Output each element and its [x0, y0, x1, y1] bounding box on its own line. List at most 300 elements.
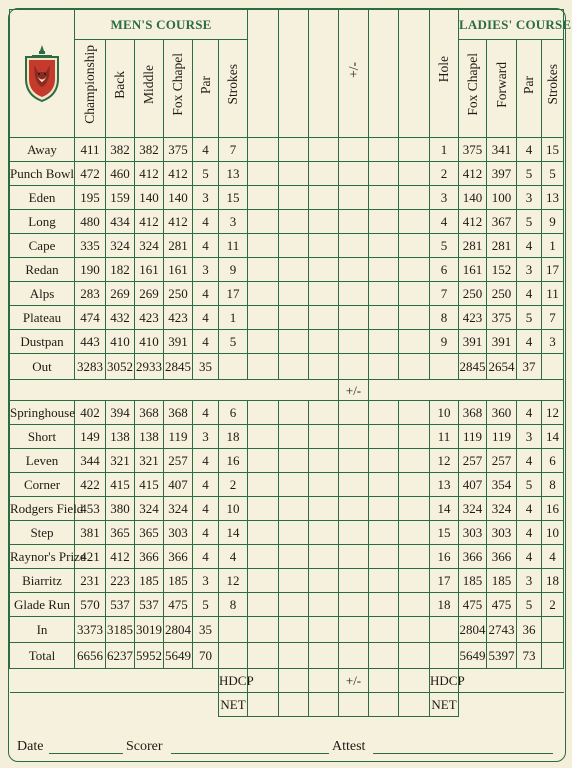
score-entry-cell[interactable] — [309, 669, 339, 693]
score-entry-cell[interactable] — [369, 545, 399, 569]
back-yards: 410 — [106, 330, 135, 354]
hole-number: 11 — [430, 425, 459, 449]
score-entry-cell[interactable] — [309, 354, 339, 380]
ladies-forward-yards: 360 — [487, 401, 517, 425]
score-entry-cell[interactable] — [309, 497, 339, 521]
middle-yards: 269 — [135, 282, 164, 306]
hole-row — [10, 186, 564, 210]
back-header — [106, 40, 135, 138]
fox-chapel-total: 2845 — [164, 354, 193, 380]
score-entry-cell[interactable] — [309, 643, 339, 669]
score-entry-cell[interactable] — [309, 138, 339, 162]
ladies-stroke-index: 15 — [542, 138, 564, 162]
score-entry-cell[interactable] — [339, 497, 369, 521]
score-entry-cell[interactable] — [399, 186, 430, 210]
score-entry-cell[interactable] — [399, 643, 430, 669]
out-label: Out — [10, 354, 75, 380]
hole-name: Step — [10, 521, 75, 545]
score-entry-cell[interactable] — [399, 138, 430, 162]
ladies-fox-chapel-header — [459, 40, 487, 138]
back-yards: 321 — [106, 449, 135, 473]
fox-chapel-yards: 375 — [164, 138, 193, 162]
blank-col-5[interactable] — [399, 10, 430, 138]
score-entry-cell[interactable] — [339, 306, 369, 330]
championship-yards: 335 — [75, 234, 106, 258]
hole-name: Glade Run — [10, 593, 75, 617]
attest-label: Attest — [332, 739, 366, 754]
score-entry-cell[interactable] — [369, 258, 399, 282]
score-entry-cell[interactable] — [309, 234, 339, 258]
score-entry-cell[interactable] — [309, 545, 339, 569]
stroke-index: 18 — [219, 425, 248, 449]
score-entry-cell[interactable] — [279, 449, 309, 473]
score-entry-cell[interactable] — [399, 258, 430, 282]
score-entry-cell[interactable] — [369, 497, 399, 521]
strokes-header — [219, 40, 248, 138]
fox-chapel-yards: 324 — [164, 497, 193, 521]
ladies-forward-header-label: Forward — [493, 61, 509, 108]
championship-yards: 480 — [75, 210, 106, 234]
championship-yards: 402 — [75, 401, 106, 425]
score-entry-cell[interactable] — [339, 449, 369, 473]
stroke-index: 12 — [219, 569, 248, 593]
stroke-index: 14 — [219, 521, 248, 545]
plus-minus-header — [339, 10, 369, 138]
fox-chapel-yards: 303 — [164, 521, 193, 545]
par-value: 4 — [193, 210, 219, 234]
hdcp-row — [10, 669, 564, 693]
score-entry-cell[interactable] — [369, 330, 399, 354]
middle-yards: 161 — [135, 258, 164, 282]
score-entry-cell[interactable] — [279, 138, 309, 162]
par-value: 3 — [193, 569, 219, 593]
score-entry-cell[interactable] — [248, 258, 279, 282]
championship-yards: 149 — [75, 425, 106, 449]
score-entry-cell[interactable] — [248, 138, 279, 162]
score-entry-cell[interactable] — [248, 162, 279, 186]
ladies-fox-chapel-yards: 185 — [459, 569, 487, 593]
score-entry-cell[interactable] — [279, 669, 309, 693]
blank-col-1[interactable] — [248, 10, 279, 138]
score-entry-cell[interactable] — [309, 162, 339, 186]
middle-header-label: Middle — [141, 65, 157, 104]
score-entry-cell[interactable] — [339, 569, 369, 593]
score-entry-cell[interactable] — [279, 425, 309, 449]
blank-col-4[interactable] — [369, 10, 399, 138]
score-entry-cell[interactable] — [279, 354, 309, 380]
championship-yards: 472 — [75, 162, 106, 186]
ladies-par-header — [517, 40, 542, 138]
ladies-fox-chapel-total: 2804 — [459, 617, 487, 643]
par-header — [193, 40, 219, 138]
middle-yards: 412 — [135, 162, 164, 186]
score-entry-cell[interactable] — [279, 473, 309, 497]
score-entry-cell[interactable] — [399, 593, 430, 617]
ladies-par-value: 5 — [517, 473, 542, 497]
ladies-stroke-index: 7 — [542, 306, 564, 330]
score-entry-cell[interactable] — [248, 693, 279, 717]
ladies-par-total: 73 — [517, 643, 542, 669]
score-entry-cell[interactable] — [309, 258, 339, 282]
score-entry-cell[interactable] — [279, 497, 309, 521]
score-entry-cell[interactable] — [369, 425, 399, 449]
score-entry-cell[interactable] — [248, 643, 279, 669]
score-entry-cell[interactable] — [369, 306, 399, 330]
hole-number: 3 — [430, 186, 459, 210]
score-entry-cell[interactable] — [248, 354, 279, 380]
score-entry-cell[interactable] — [339, 473, 369, 497]
ladies-par-value: 4 — [517, 282, 542, 306]
par-total: 35 — [193, 354, 219, 380]
ladies-par-value: 3 — [517, 186, 542, 210]
score-entry-cell[interactable] — [309, 306, 339, 330]
crest-cell — [10, 10, 75, 138]
score-entry-cell[interactable] — [369, 354, 399, 380]
score-entry-cell[interactable] — [279, 545, 309, 569]
score-entry-cell[interactable] — [399, 545, 430, 569]
score-entry-cell[interactable] — [309, 473, 339, 497]
score-entry-cell[interactable] — [399, 330, 430, 354]
score-entry-cell[interactable] — [279, 234, 309, 258]
score-entry-cell[interactable] — [248, 449, 279, 473]
score-entry-cell[interactable] — [339, 234, 369, 258]
back-yards: 269 — [106, 282, 135, 306]
ladies-stroke-index: 18 — [542, 569, 564, 593]
par-value: 4 — [193, 449, 219, 473]
stroke-index: 17 — [219, 282, 248, 306]
ladies-stroke-index: 3 — [542, 330, 564, 354]
score-entry-cell[interactable] — [279, 569, 309, 593]
score-entry-cell[interactable] — [309, 282, 339, 306]
middle-yards: 382 — [135, 138, 164, 162]
fox-chapel-yards: 366 — [164, 545, 193, 569]
score-entry-cell[interactable] — [399, 669, 430, 693]
ladies-par-value: 5 — [517, 162, 542, 186]
score-entry-cell[interactable] — [339, 186, 369, 210]
score-entry-cell[interactable] — [399, 473, 430, 497]
score-entry-cell[interactable] — [339, 401, 369, 425]
championship-total: 3373 — [75, 617, 106, 643]
ladies-stroke-index: 9 — [542, 210, 564, 234]
championship-yards: 231 — [75, 569, 106, 593]
hole-name: Punch Bowl — [10, 162, 75, 186]
date-line[interactable] — [49, 753, 123, 754]
score-entry-cell[interactable] — [369, 643, 399, 669]
score-entry-cell[interactable] — [248, 186, 279, 210]
score-entry-cell[interactable] — [339, 138, 369, 162]
hole-name: Away — [10, 138, 75, 162]
score-entry-cell[interactable] — [279, 401, 309, 425]
score-entry-cell[interactable] — [369, 234, 399, 258]
ladies-stroke-index: 11 — [542, 282, 564, 306]
score-entry-cell[interactable] — [399, 354, 430, 380]
score-entry-cell[interactable] — [279, 306, 309, 330]
score-entry-cell[interactable] — [279, 521, 309, 545]
middle-yards: 140 — [135, 186, 164, 210]
hole-row — [10, 138, 564, 162]
ladies-forward-yards: 354 — [487, 473, 517, 497]
net-ladies-label: NET — [430, 693, 459, 717]
score-entry-cell[interactable] — [399, 401, 430, 425]
middle-total: 5952 — [135, 643, 164, 669]
hole-name: Cape — [10, 234, 75, 258]
score-entry-cell[interactable] — [399, 306, 430, 330]
plus-minus-header-label: +/- — [345, 61, 361, 78]
score-entry-cell[interactable] — [279, 210, 309, 234]
fox-chapel-yards: 412 — [164, 162, 193, 186]
blank-col-3[interactable] — [309, 10, 339, 138]
strokes-header-label: Strokes — [225, 64, 241, 105]
score-entry-cell[interactable] — [339, 162, 369, 186]
score-entry-cell[interactable] — [248, 210, 279, 234]
ladies-fox-chapel-yards: 281 — [459, 234, 487, 258]
score-entry-cell[interactable] — [339, 545, 369, 569]
back-yards: 380 — [106, 497, 135, 521]
ladies-forward-yards: 341 — [487, 138, 517, 162]
hole-number: 15 — [430, 521, 459, 545]
score-entry-cell[interactable] — [309, 449, 339, 473]
par-value: 5 — [193, 593, 219, 617]
attest-line[interactable] — [373, 753, 553, 754]
fox-chapel-yards: 391 — [164, 330, 193, 354]
par-value: 5 — [193, 162, 219, 186]
score-entry-cell[interactable] — [309, 569, 339, 593]
ladies-fox-chapel-yards: 412 — [459, 210, 487, 234]
back-yards: 138 — [106, 425, 135, 449]
hdcp-ladies-label: HDCP — [430, 669, 459, 693]
hdcp-label: HDCP — [219, 669, 248, 693]
ladies-strokes-header-label: Strokes — [544, 64, 560, 105]
stroke-index: 13 — [219, 162, 248, 186]
score-entry-cell[interactable] — [399, 162, 430, 186]
score-entry-cell[interactable] — [369, 449, 399, 473]
plus-minus-label: +/- — [339, 669, 369, 693]
score-entry-cell[interactable] — [339, 210, 369, 234]
hole-row — [10, 282, 564, 306]
score-entry-cell[interactable] — [399, 693, 430, 717]
ladies-stroke-index: 1 — [542, 234, 564, 258]
championship-yards: 421 — [75, 545, 106, 569]
hole-name: Corner — [10, 473, 75, 497]
championship-yards: 190 — [75, 258, 106, 282]
ladies-par-value: 3 — [517, 258, 542, 282]
ladies-forward-yards: 250 — [487, 282, 517, 306]
score-entry-cell[interactable] — [399, 617, 430, 643]
separator-row — [10, 380, 564, 401]
score-entry-cell[interactable] — [279, 330, 309, 354]
ladies-stroke-index: 14 — [542, 425, 564, 449]
back-yards: 434 — [106, 210, 135, 234]
score-entry-cell[interactable] — [339, 593, 369, 617]
hole-row — [10, 306, 564, 330]
score-entry-cell[interactable] — [339, 521, 369, 545]
score-entry-cell[interactable] — [339, 258, 369, 282]
score-entry-cell[interactable] — [309, 330, 339, 354]
score-entry-cell[interactable] — [309, 693, 339, 717]
score-entry-cell[interactable] — [248, 234, 279, 258]
score-entry-cell[interactable] — [369, 521, 399, 545]
par-value: 3 — [193, 425, 219, 449]
score-entry-cell[interactable] — [309, 617, 339, 643]
in-total-row — [10, 617, 564, 643]
score-entry-cell[interactable] — [248, 401, 279, 425]
score-entry-cell[interactable] — [248, 545, 279, 569]
score-entry-cell[interactable] — [399, 521, 430, 545]
ladies-par-value: 4 — [517, 521, 542, 545]
score-entry-cell[interactable] — [369, 186, 399, 210]
middle-yards: 321 — [135, 449, 164, 473]
hole-row — [10, 473, 564, 497]
hole-name: Biarritz — [10, 569, 75, 593]
score-entry-cell[interactable] — [248, 306, 279, 330]
score-entry-cell[interactable] — [399, 449, 430, 473]
separator-cell — [369, 380, 564, 401]
empty-cell — [10, 693, 219, 717]
score-entry-cell[interactable] — [369, 138, 399, 162]
score-entry-cell[interactable] — [309, 186, 339, 210]
score-entry-cell[interactable] — [339, 643, 369, 669]
ladies-par-value: 4 — [517, 449, 542, 473]
score-entry-cell[interactable] — [279, 643, 309, 669]
fox-chapel-yards: 257 — [164, 449, 193, 473]
score-entry-cell[interactable] — [309, 593, 339, 617]
score-entry-cell[interactable] — [248, 330, 279, 354]
score-entry-cell[interactable] — [339, 693, 369, 717]
ladies-forward-yards: 367 — [487, 210, 517, 234]
scorer-line[interactable] — [171, 753, 329, 754]
ladies-stroke-index: 8 — [542, 473, 564, 497]
hole-number: 16 — [430, 545, 459, 569]
score-entry-cell[interactable] — [399, 282, 430, 306]
score-entry-cell[interactable] — [339, 617, 369, 643]
ladies-par-total: 37 — [517, 354, 542, 380]
score-entry-cell[interactable] — [339, 354, 369, 380]
stroke-index: 15 — [219, 186, 248, 210]
score-entry-cell[interactable] — [279, 258, 309, 282]
score-entry-cell[interactable] — [279, 617, 309, 643]
hole-number: 4 — [430, 210, 459, 234]
back-yards: 537 — [106, 593, 135, 617]
middle-yards: 412 — [135, 210, 164, 234]
middle-yards: 324 — [135, 234, 164, 258]
par-value: 4 — [193, 521, 219, 545]
hole-number: 13 — [430, 473, 459, 497]
score-entry-cell[interactable] — [279, 282, 309, 306]
score-entry-cell[interactable] — [399, 569, 430, 593]
fox-chapel-yards: 140 — [164, 186, 193, 210]
fox-chapel-header — [164, 40, 193, 138]
stroke-index: 6 — [219, 401, 248, 425]
score-entry-cell[interactable] — [369, 473, 399, 497]
championship-header — [75, 40, 106, 138]
score-entry-cell[interactable] — [248, 497, 279, 521]
middle-yards: 366 — [135, 545, 164, 569]
ladies-fox-chapel-yards: 119 — [459, 425, 487, 449]
score-entry-cell[interactable] — [279, 162, 309, 186]
ladies-par-value: 5 — [517, 210, 542, 234]
score-entry-cell[interactable] — [369, 401, 399, 425]
score-entry-cell[interactable] — [369, 282, 399, 306]
score-entry-cell[interactable] — [309, 521, 339, 545]
stroke-index: 5 — [219, 330, 248, 354]
score-entry-cell[interactable] — [369, 210, 399, 234]
score-entry-cell[interactable] — [339, 282, 369, 306]
empty-cell — [219, 354, 248, 380]
hole-number: 12 — [430, 449, 459, 473]
mens-course-title: MEN'S COURSE — [75, 10, 248, 40]
ladies-fox-chapel-yards: 407 — [459, 473, 487, 497]
hole-name: Dustpan — [10, 330, 75, 354]
ladies-par-value: 4 — [517, 234, 542, 258]
score-entry-cell[interactable] — [248, 473, 279, 497]
score-entry-cell[interactable] — [248, 569, 279, 593]
ladies-strokes-header — [542, 40, 564, 138]
championship-yards: 283 — [75, 282, 106, 306]
score-entry-cell[interactable] — [248, 593, 279, 617]
hole-number: 9 — [430, 330, 459, 354]
score-entry-cell[interactable] — [279, 693, 309, 717]
hole-name: Alps — [10, 282, 75, 306]
ladies-par-value: 5 — [517, 593, 542, 617]
ladies-stroke-index: 13 — [542, 186, 564, 210]
score-entry-cell[interactable] — [248, 521, 279, 545]
score-entry-cell[interactable] — [369, 162, 399, 186]
ladies-forward-yards: 119 — [487, 425, 517, 449]
score-entry-cell[interactable] — [369, 617, 399, 643]
score-entry-cell[interactable] — [369, 693, 399, 717]
score-entry-cell[interactable] — [369, 569, 399, 593]
back-yards: 412 — [106, 545, 135, 569]
back-total: 3185 — [106, 617, 135, 643]
fox-chapel-yards: 475 — [164, 593, 193, 617]
separator-cell — [10, 380, 339, 401]
hole-name: Short — [10, 425, 75, 449]
middle-yards: 410 — [135, 330, 164, 354]
score-entry-cell[interactable] — [248, 282, 279, 306]
ladies-fox-chapel-yards: 324 — [459, 497, 487, 521]
ladies-forward-yards: 324 — [487, 497, 517, 521]
back-total: 6237 — [106, 643, 135, 669]
hole-row — [10, 210, 564, 234]
score-entry-cell[interactable] — [279, 593, 309, 617]
score-entry-cell[interactable] — [339, 425, 369, 449]
fox-chapel-yards: 412 — [164, 210, 193, 234]
middle-yards: 423 — [135, 306, 164, 330]
score-entry-cell[interactable] — [309, 401, 339, 425]
score-entry-cell[interactable] — [309, 210, 339, 234]
score-entry-cell[interactable] — [369, 669, 399, 693]
middle-total: 2933 — [135, 354, 164, 380]
score-entry-cell[interactable] — [309, 425, 339, 449]
blank-col-2[interactable] — [279, 10, 309, 138]
hole-name: Raynor's Prize — [10, 545, 75, 569]
fox-chapel-yards: 423 — [164, 306, 193, 330]
score-entry-cell[interactable] — [339, 330, 369, 354]
hole-number: 18 — [430, 593, 459, 617]
score-entry-cell[interactable] — [399, 234, 430, 258]
score-entry-cell[interactable] — [399, 497, 430, 521]
score-entry-cell[interactable] — [248, 617, 279, 643]
score-entry-cell[interactable] — [248, 425, 279, 449]
score-entry-cell[interactable] — [399, 210, 430, 234]
score-entry-cell[interactable] — [279, 186, 309, 210]
championship-total: 6656 — [75, 643, 106, 669]
championship-yards: 422 — [75, 473, 106, 497]
hole-number: 6 — [430, 258, 459, 282]
ladies-par-header-label: Par — [521, 75, 537, 94]
score-entry-cell[interactable] — [399, 425, 430, 449]
score-entry-cell[interactable] — [369, 593, 399, 617]
